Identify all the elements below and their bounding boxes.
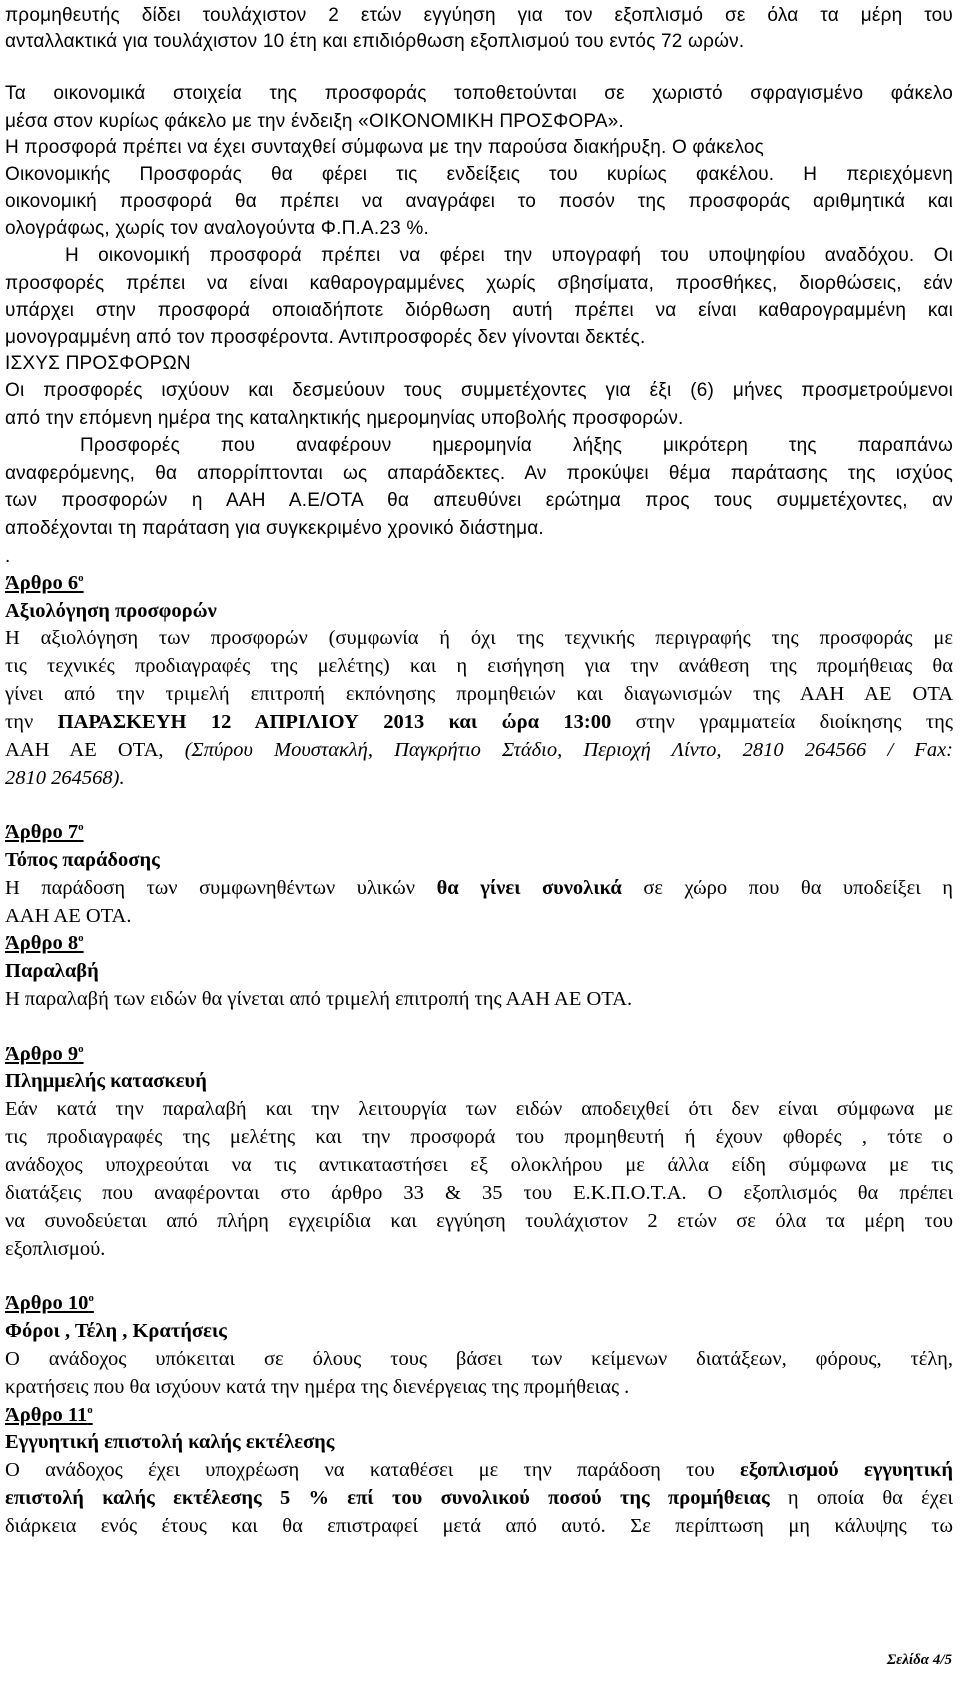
article-label: Άρθρο 8 <box>5 932 79 954</box>
article-ordinal: ο <box>78 821 84 833</box>
section-heading: ΙΣΧΥΣ ΠΡΟΣΦΟΡΩΝ <box>5 353 191 374</box>
text-run: στην γραμματεία διοίκησης της <box>611 711 953 733</box>
text-line: τις προδιαγραφές της μελέτης και την προσφορά του προμηθευτή ή έχουν φθορές , τότε ο <box>5 1126 953 1148</box>
text-line: Η προσφορά πρέπει να έχει συνταχθεί σύμφωνα με την παρούσα διακήρυξη. Ο φάκελος <box>5 137 765 158</box>
text-line: Εάν κατά την παραλαβή και την λειτουργία των ειδών αποδειχθεί ότι δεν είναι σύμφωνα με <box>5 1098 953 1120</box>
text-line: αναφερόμενης, θα απορρίπτονται ως απαράδεκτες. Αν προκύψει θέμα παράτασης της ισχύος <box>5 463 953 484</box>
text-line: μονογραμμένη από τον προσφέροντα. Αντιπροσφορές δεν γίνονται δεκτές. <box>5 327 646 348</box>
text-run: επιστολή καλής εκτέλεσης 5 % επί του συνολικού ποσού της προμήθειας <box>5 1487 770 1509</box>
article-title: Πλημμελής κατασκευή <box>5 1070 207 1092</box>
article-title: Φόροι , Τέλη , Κρατήσεις <box>5 1320 227 1342</box>
page-number: Σελίδα 4/5 <box>886 1652 952 1668</box>
text-run: Ο ανάδοχος έχει υποχρέωση να καταθέσει με την παράδοση του <box>5 1459 741 1481</box>
article-ordinal: ο <box>78 572 84 584</box>
text-line <box>5 708 953 736</box>
article-ordinal: ο <box>87 1404 93 1416</box>
text-line: ανταλλακτικά για τουλάχιστον 10 έτη και επιδιόρθωση εξοπλισμού του εντός 72 ωρών. <box>5 31 745 52</box>
text-line: Η παραλαβή των ειδών θα γίνεται από τριμελή επιτροπή της ΑΑΗ ΑΕ ΟΤΑ. <box>5 988 633 1010</box>
text-line: αποδέχονται τη παράταση για συγκεκριμένο χρονικό διάστημα. <box>5 518 544 539</box>
article-title: Παραλαβή <box>5 960 99 982</box>
text-line: 2810 264568). <box>5 767 125 789</box>
text-line: να συνοδεύεται από πλήρη εγχειρίδια και εγγύηση τουλάχιστον 2 ετών σε όλα τα μέρη του <box>5 1210 953 1232</box>
text-line: Η αξιολόγηση των προσφορών (συμφωνία ή όχι της τεχνικής περιγραφής της προσφοράς με <box>5 627 953 649</box>
article-label: Άρθρο 10 <box>5 1292 89 1314</box>
text-line: διατάξεις που αναφέρονται στο άρθρο 33 & 35 του Ε.Κ.Π.Ο.Τ.Α. Ο εξοπλισμός θα πρέπει <box>5 1182 953 1204</box>
text-run: εξοπλισμού εγγυητική <box>740 1459 953 1481</box>
article-heading <box>5 1289 953 1317</box>
article-label: Άρθρο 6 <box>5 572 79 594</box>
article-heading <box>5 818 953 846</box>
text-line <box>5 736 953 764</box>
article-ordinal: ο <box>78 1043 84 1055</box>
text-line <box>5 1456 953 1484</box>
text-line: Η οικονομική προσφορά πρέπει να φέρει την υπογραφή του υποψηφίου αναδόχου. Οι <box>65 245 953 266</box>
text-line: των προσφορών η ΑΑΗ Α.Ε/ΟΤΑ θα απευθύνει ερώτημα προς τους συμμετέχοντες, αν <box>5 490 953 511</box>
text-run: η οποία θα έχει <box>769 1487 953 1509</box>
text-line <box>5 1484 953 1512</box>
text-line: οικονομική προσφορά θα πρέπει να αναγράφει το ποσόν της προσφοράς αριθμητικά και <box>5 191 953 212</box>
article-ordinal: ο <box>88 1292 94 1304</box>
text-line: Οικονομικής Προσφοράς θα φέρει τις ενδείξεις του κυρίως φακέλου. Η περιεχόμενη <box>5 164 953 185</box>
text-line: ολογράφως, χωρίς τον αναλογούντα Φ.Π.Α.23 %. <box>5 218 429 239</box>
text-line: Προσφορές που αναφέρουν ημερομηνία λήξης μικρότερη της παραπάνω <box>80 435 953 456</box>
text-line: κρατήσεις που θα ισχύουν κατά την ημέρα της διενέργειας της προμήθειας . <box>5 1376 630 1398</box>
article-title: Αξιολόγηση προσφορών <box>5 600 217 622</box>
text-line: διάρκεια ενός έτους και θα επιστραφεί μετά από αυτό. Σε περίπτωση μη κάλυψης τω <box>5 1515 953 1537</box>
article-label: Άρθρο 7 <box>5 821 79 843</box>
article-heading <box>5 929 953 957</box>
date-time-text: ΠΑΡΑΣΚΕΥΗ 12 ΑΠΡΙΛΙΟΥ 2013 και ώρα 13:00 <box>57 711 612 733</box>
text-line: τις τεχνικές προδιαγραφές της μελέτης) και η εισήγηση για την ανάθεση της προμήθειας θα <box>5 655 953 677</box>
text-line: μέσα στον κυρίως φάκελο με την ένδειξη «ΟΙΚΟΝΟΜΙΚΗ ΠΡΟΣΦΟΡΑ». <box>5 111 624 132</box>
text-line: Τα οικονομικά στοιχεία της προσφοράς τοποθετούνται σε χωριστό σφραγισμένο φάκελο <box>5 83 953 104</box>
text-line: εξοπλισμού. <box>5 1238 106 1260</box>
text-line: Ο ανάδοχος υπόκειται σε όλους τους βάσει των κείμενων διατάξεων, φόρους, τέλη, <box>5 1348 953 1370</box>
text-run: την <box>5 711 58 733</box>
article-label: Άρθρο 9 <box>5 1043 79 1065</box>
text-line: προσφορές πρέπει να είναι καθαρογραμμένες χωρίς σβησίματα, προσθήκες, διορθώσεις, εάν <box>5 273 953 294</box>
article-ordinal: ο <box>78 932 84 944</box>
text-line: γίνει από την τριμελή επιτροπή εκπόνησης προμηθειών και διαγωνισμών της ΑΑΗ ΑΕ ΟΤΑ <box>5 683 953 705</box>
text-line: υπάρχει στην προσφορά οποιαδήποτε διόρθωση αυτή πρέπει να είναι καθαρογραμμένη και <box>5 300 953 321</box>
text-line: προμηθευτής δίδει τουλάχιστον 2 ετών εγγύηση για τον εξοπλισμό σε όλα τα μέρη του <box>5 5 953 26</box>
text-line <box>5 874 953 902</box>
article-heading <box>5 569 953 597</box>
address-text: (Σπύρου Μουστακλή, Παγκρήτιο Στάδιο, Περιοχή Λίντο, 2810 264566 / Fax: <box>184 739 953 761</box>
text-line: από την επόμενη ημέρα της καταληκτικής ημερομηνίας υποβολής προσφορών. <box>5 408 684 429</box>
text-line: ανάδοχος υποχρεούται να τις αντικαταστήσει εξ ολοκλήρου με άλλα είδη σύμφωνα με τις <box>5 1154 953 1176</box>
text-run: σε χώρο που θα υποδείξει η <box>621 877 954 899</box>
text-line: . <box>5 546 11 567</box>
text-run: Η παράδοση των συμφωνηθέντων υλικών <box>5 877 437 899</box>
text-run: θα γίνει συνολικά <box>436 877 622 899</box>
article-label: Άρθρο 11 <box>5 1404 88 1426</box>
text-run: ΑΑΗ ΑΕ ΟΤΑ, <box>5 739 185 761</box>
article-title: Εγγυητική επιστολή καλής εκτέλεσης <box>5 1431 335 1453</box>
text-line: ΑΑΗ ΑΕ ΟΤΑ. <box>5 905 132 927</box>
article-heading <box>5 1401 953 1429</box>
article-title: Τόπος παράδοσης <box>5 849 160 871</box>
text-line: Οι προσφορές ισχύουν και δεσμεύουν τους συμμετέχοντες για έξι (6) μήνες προσμετρούμενοι <box>5 380 953 401</box>
article-heading <box>5 1040 953 1068</box>
